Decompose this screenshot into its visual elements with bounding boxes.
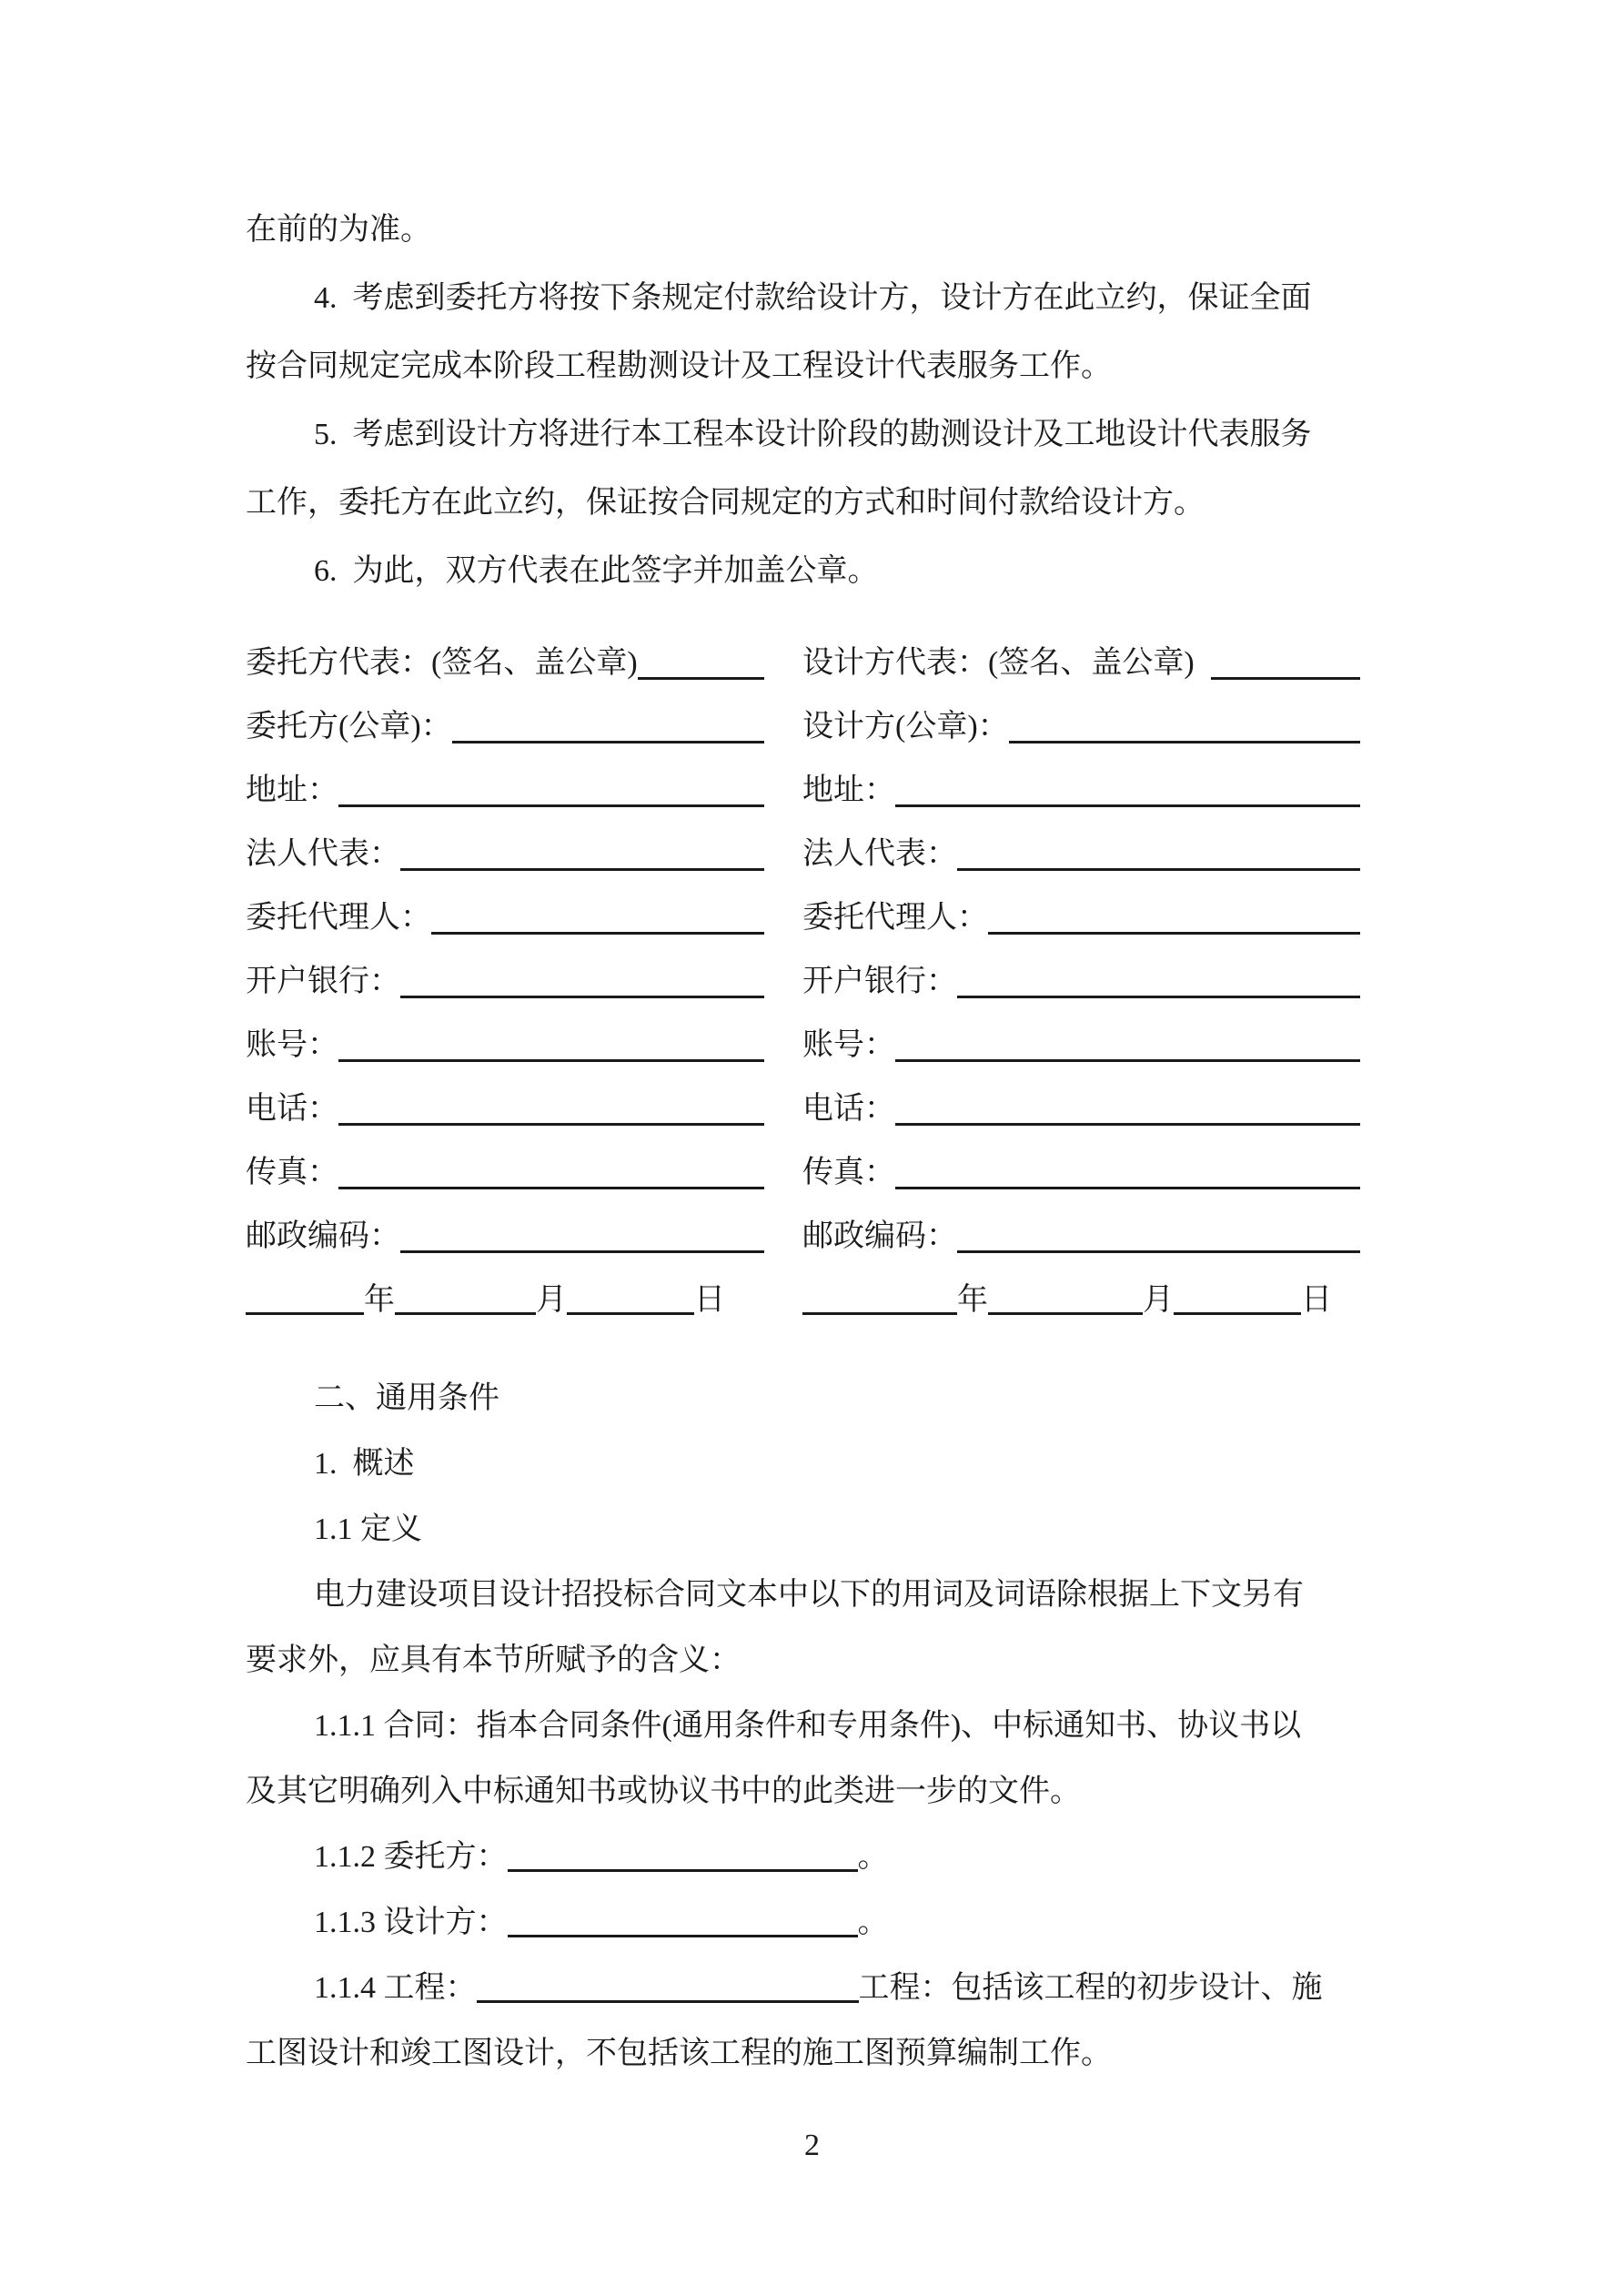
- clause-text: 工程：包括该工程的初步设计、施: [858, 1971, 1323, 2005]
- clause-text: 1.1.3 设计方：: [314, 1906, 508, 1939]
- date-unit-day: 日: [1301, 1283, 1332, 1318]
- signature-field-row: [802, 1200, 1360, 1264]
- signature-field-row: [246, 818, 764, 882]
- fill-in-blank: [1009, 741, 1360, 743]
- signature-field-row: [246, 1073, 764, 1137]
- clause-line: 要求外，应具有本节所赋予的含义：: [246, 1644, 741, 1677]
- general-conditions-section: [246, 1366, 1410, 2087]
- field-label: 电话：: [802, 1092, 895, 1127]
- fill-in-blank: [1211, 677, 1360, 680]
- fill-in-blank: [400, 996, 764, 998]
- clause-line: 4. 考虑到委托方将按下条规定付款给设计方，设计方在此立约，保证全面: [314, 281, 1312, 315]
- field-label: 电话：: [246, 1092, 338, 1127]
- fill-in-blank: [431, 932, 764, 935]
- date-blank: [395, 1312, 536, 1315]
- clause-line: 1.1.1 合同：指本合同条件(通用条件和专用条件)、中标通知书、协议书以: [314, 1709, 1302, 1743]
- fill-in-blank: [638, 677, 764, 680]
- field-label: 开户银行：: [246, 965, 400, 999]
- clause-line: 5. 考虑到设计方将进行本工程本设计阶段的勘测设计及工地设计代表服务: [314, 418, 1312, 451]
- field-label: 委托代理人：: [246, 901, 431, 936]
- clause-line-with-blank: [246, 1825, 1410, 1890]
- clause-line: 工作，委托方在此立约，保证按合同规定的方式和时间付款给设计方。: [246, 486, 1205, 520]
- date-line: [246, 1264, 764, 1328]
- clause-line-with-blank: [246, 1890, 1410, 1956]
- clause-text: 。: [857, 1840, 889, 1874]
- signature-field-row: [246, 627, 764, 691]
- fill-in-blank: [508, 1869, 858, 1872]
- signature-field-row: [802, 691, 1360, 754]
- fill-in-blank: [400, 868, 764, 871]
- signature-field-row: [246, 946, 764, 1009]
- fill-in-blank: [957, 1250, 1360, 1253]
- field-label: 传真：: [802, 1156, 895, 1190]
- fill-in-blank: [957, 868, 1360, 871]
- subsection-heading: 1. 概述: [314, 1447, 415, 1481]
- date-blank: [1174, 1312, 1301, 1315]
- date-unit-day: 日: [694, 1283, 725, 1318]
- clause-text: 1.1.2 委托方：: [314, 1840, 508, 1874]
- signature-field-row: [802, 754, 1360, 818]
- client-signature-column: [246, 627, 802, 1328]
- field-label: 委托方代表：(签名、盖公章): [246, 646, 638, 681]
- fill-in-blank: [957, 996, 1360, 998]
- fill-in-blank: [895, 1059, 1360, 1062]
- field-label: 法人代表：: [246, 837, 400, 872]
- signature-field-row: [246, 691, 764, 754]
- fill-in-blank: [338, 1123, 764, 1126]
- field-label: 设计方代表：(签名、盖公章): [802, 646, 1195, 681]
- signature-block: [246, 627, 1410, 1328]
- signature-field-row: [802, 627, 1360, 691]
- field-label: 设计方(公章)：: [802, 710, 1009, 744]
- signature-field-row: [246, 882, 764, 946]
- date-unit-month: 月: [1143, 1283, 1174, 1318]
- field-label: 委托代理人：: [802, 901, 988, 936]
- clause-line: 在前的为准。: [246, 213, 431, 247]
- fill-in-blank: [477, 2000, 859, 2003]
- signature-field-row: [246, 1009, 764, 1073]
- signature-field-row: [246, 1200, 764, 1264]
- signature-field-row: [802, 1073, 1360, 1137]
- subsection-heading: 1.1 定义: [314, 1512, 422, 1546]
- field-label: 邮政编码：: [246, 1219, 400, 1254]
- date-blank: [567, 1312, 694, 1315]
- date-unit-year: 年: [957, 1283, 988, 1318]
- page-number: 2: [804, 2129, 820, 2162]
- fill-in-blank: [895, 1187, 1360, 1189]
- clause-line: 6. 为此，双方代表在此签字并加盖公章。: [314, 554, 879, 588]
- signature-field-row: [802, 1137, 1360, 1200]
- page-footer: [0, 2128, 1624, 2164]
- field-label: 账号：: [246, 1028, 338, 1063]
- clause-line: 电力建设项目设计招投标合同文本中以下的用词及词语除根据上下文另有: [314, 1578, 1304, 1612]
- clause-line: 按合同规定完成本阶段工程勘测设计及工程设计代表服务工作。: [246, 349, 1112, 383]
- fill-in-blank: [895, 804, 1360, 807]
- clause-text: 1.1.4 工程：: [314, 1971, 477, 2005]
- section-heading: 二、通用条件: [314, 1381, 499, 1415]
- date-unit-month: 月: [536, 1283, 567, 1318]
- signature-field-row: [246, 754, 764, 818]
- clause-line: 及其它明确列入中标通知书或协议书中的此类进一步的文件。: [246, 1775, 1081, 1808]
- date-line: [802, 1264, 1360, 1328]
- field-label: 开户银行：: [802, 965, 957, 999]
- clause-text: 。: [857, 1906, 889, 1939]
- date-blank: [802, 1312, 957, 1315]
- signature-field-row: [802, 1009, 1360, 1073]
- fill-in-blank: [400, 1250, 764, 1253]
- clause-line-with-blank: [246, 1956, 1410, 2021]
- field-label: 委托方(公章)：: [246, 710, 452, 744]
- signature-field-row: [246, 1137, 764, 1200]
- date-unit-year: 年: [364, 1283, 395, 1318]
- clause-line: 工图设计和竣工图设计，不包括该工程的施工图预算编制工作。: [246, 2037, 1112, 2070]
- field-label: 传真：: [246, 1156, 338, 1190]
- field-label: 法人代表：: [802, 837, 957, 872]
- field-label: 账号：: [802, 1028, 895, 1063]
- signature-field-row: [802, 882, 1360, 946]
- signature-field-row: [802, 946, 1360, 1009]
- document-body: [246, 196, 1410, 2087]
- date-blank: [246, 1312, 364, 1315]
- fill-in-blank: [338, 1187, 764, 1189]
- field-label: 地址：: [246, 774, 338, 808]
- signature-field-row: [802, 818, 1360, 882]
- date-blank: [988, 1312, 1143, 1315]
- fill-in-blank: [508, 1935, 858, 1937]
- fill-in-blank: [452, 741, 764, 743]
- designer-signature-column: [802, 627, 1410, 1328]
- field-label: 邮政编码：: [802, 1219, 957, 1254]
- fill-in-blank: [895, 1123, 1360, 1126]
- fill-in-blank: [988, 932, 1360, 935]
- fill-in-blank: [338, 1059, 764, 1062]
- field-label: 地址：: [802, 774, 895, 808]
- fill-in-blank: [338, 804, 764, 807]
